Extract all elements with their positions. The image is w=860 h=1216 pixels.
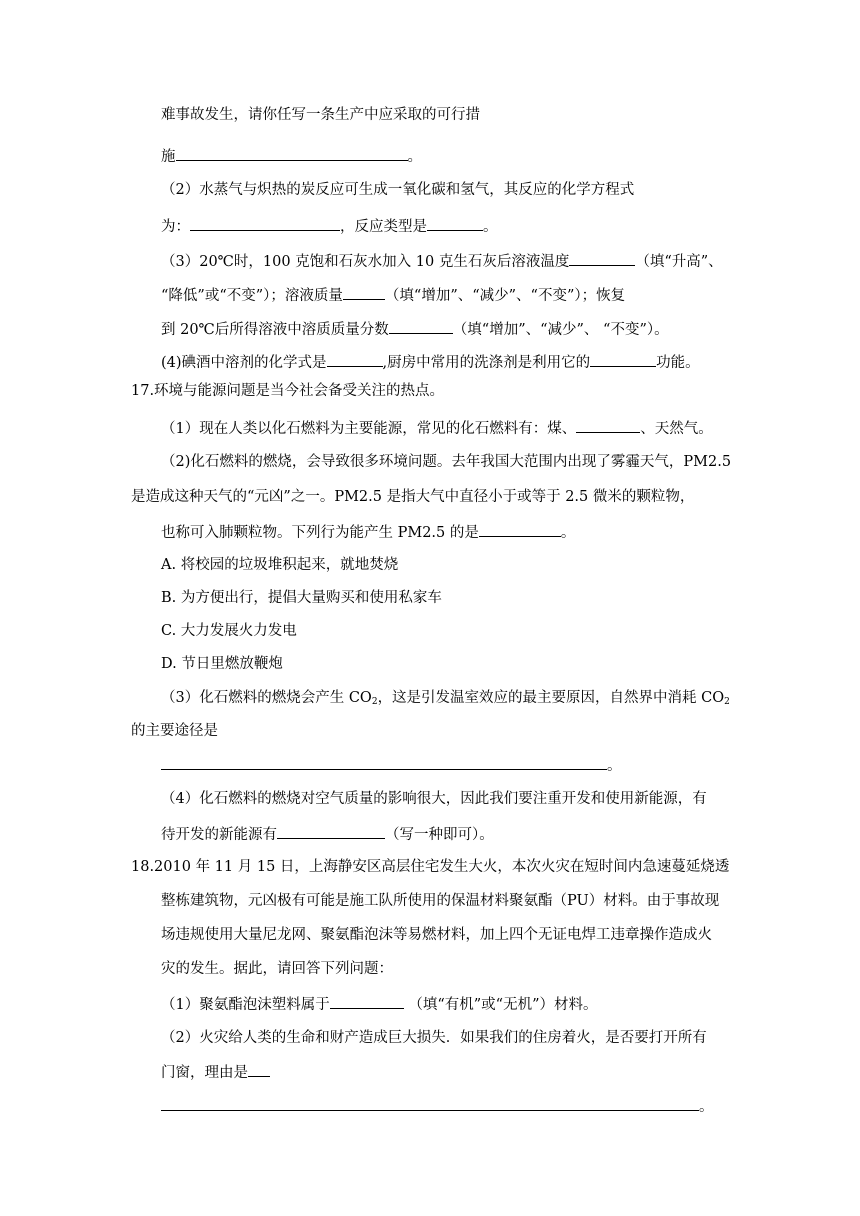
- q18-stem-line4: 灾的发生。据此，请回答下列问题：: [161, 961, 393, 977]
- q17-part3-line1: （3）化石燃料的燃烧会产生 $CO_2$，这是引发温室效应的最主要原因，自然界中消耗 $CO_2$: [161, 690, 730, 707]
- answer-blank-measure[interactable]: [176, 145, 408, 161]
- q16-part3-line2: “降低”或“不变”）；溶液质量 （填“增加”、“减少”、“不变”）；恢复: [161, 284, 625, 306]
- answer-blank-equation[interactable]: [190, 215, 340, 231]
- q17-part3-answer: 。: [161, 754, 622, 776]
- q18-part2-line2: 门窗，理由是: [161, 1061, 270, 1083]
- q16-part2-line1: （2）水蒸气与炽热的炭反应可生成一氧化碳和氢气，其反应的化学方程式: [161, 182, 635, 198]
- q18-part1: （1）聚氨酯泡沫塑料属于 （填“有机”或“无机”）材料。: [161, 993, 598, 1015]
- q18-part2-line1: （2）火灾给人类的生命和财产造成巨大损失．如果我们的住房着火，是否要打开所有: [161, 1030, 707, 1046]
- q18-stem-line1: 18.2010 年 11 月 15 日，上海静安区高层住宅发生大火，本次火灾在短时间内急速蔓延烧透: [131, 859, 730, 875]
- option-b: B. 为方便出行，提倡大量购买和使用私家车: [161, 590, 442, 606]
- answer-blank-material-type[interactable]: [330, 993, 404, 1009]
- answer-blank-reaction-type[interactable]: [427, 215, 483, 231]
- option-c: C. 大力发展火力发电: [161, 623, 297, 639]
- q18-stem-line2: 整栋建筑物，元凶极有可能是施工队所使用的保温材料聚氨酯（PU）材料。由于事故现: [161, 893, 720, 909]
- q16-part3-line3: 到 20℃后所得溶液中溶质质量分数 （填“增加”、“减少”、 “不变”）。: [161, 318, 669, 340]
- answer-blank-pm25[interactable]: [479, 521, 561, 537]
- answer-blank-mass-fraction[interactable]: [389, 318, 453, 334]
- q16-line-1: 难事故发生，请你任写一条生产中应采取的可行措: [161, 107, 480, 123]
- answer-blank-reason[interactable]: [161, 1095, 699, 1111]
- answer-blank-fossil-fuel[interactable]: [576, 417, 640, 433]
- q18-part2-answer: 。: [161, 1095, 714, 1117]
- q17-part2-line3: 也称可入肺颗粒物。下列行为能产生 PM2.5 的是 。: [161, 521, 575, 543]
- answer-blank-detergent[interactable]: [590, 351, 656, 367]
- option-a: A. 将校园的垃圾堆积起来，就地焚烧: [161, 557, 399, 573]
- answer-blank-temperature[interactable]: [569, 250, 635, 266]
- answer-blank-solvent[interactable]: [327, 351, 383, 367]
- option-d: D. 节日里燃放鞭炮: [161, 656, 283, 672]
- q17-part2-line1: （2)化石燃料的燃烧，会导致很多环境问题。去年我国大范围内出现了雾霾天气，PM2.5: [161, 454, 732, 470]
- answer-blank-solution-mass[interactable]: [343, 284, 385, 300]
- q17-part1: （1）现在人类以化石燃料为主要能源，常见的化石燃料有：煤、 、天然气。: [161, 417, 713, 439]
- q17-part4-line1: （4）化石燃料的燃烧对空气质量的影响很大，因此我们要注重开发和使用新能源，有: [161, 791, 707, 807]
- q16-part3-line1: （3）20℃时，100 克饱和石灰水加入 10 克生石灰后溶液温度 （填“升高”、: [161, 250, 723, 272]
- answer-blank-reason-start[interactable]: [248, 1061, 270, 1077]
- q16-part2-line2: 为： ，反应类型是 。: [161, 215, 498, 237]
- q16-part4: (4)碘酒中溶剂的化学式是 ,厨房中常用的洗涤剂是利用它的 功能。: [161, 351, 700, 373]
- q17-part4-line2: 待开发的新能源有 （写一种即可）。: [161, 823, 494, 845]
- q17-stem: 17.环境与能源问题是当今社会备受关注的热点。: [131, 383, 445, 399]
- q17-part2-line2: 是造成这种天气的“元凶”之一。PM2.5 是指大气中直径小于或等于 2.5 微米的颗粒物，: [131, 489, 695, 505]
- q18-stem-line3: 场违规使用大量尼龙网、聚氨酯泡沫等易燃材料，加上四个无证电焊工违章操作造成火: [161, 927, 712, 943]
- q17-part3-line2: 的主要途径是: [131, 723, 218, 739]
- q16-line-2: 施 。: [161, 145, 422, 167]
- answer-blank-co2-path[interactable]: [161, 754, 607, 770]
- answer-blank-new-energy[interactable]: [277, 823, 385, 839]
